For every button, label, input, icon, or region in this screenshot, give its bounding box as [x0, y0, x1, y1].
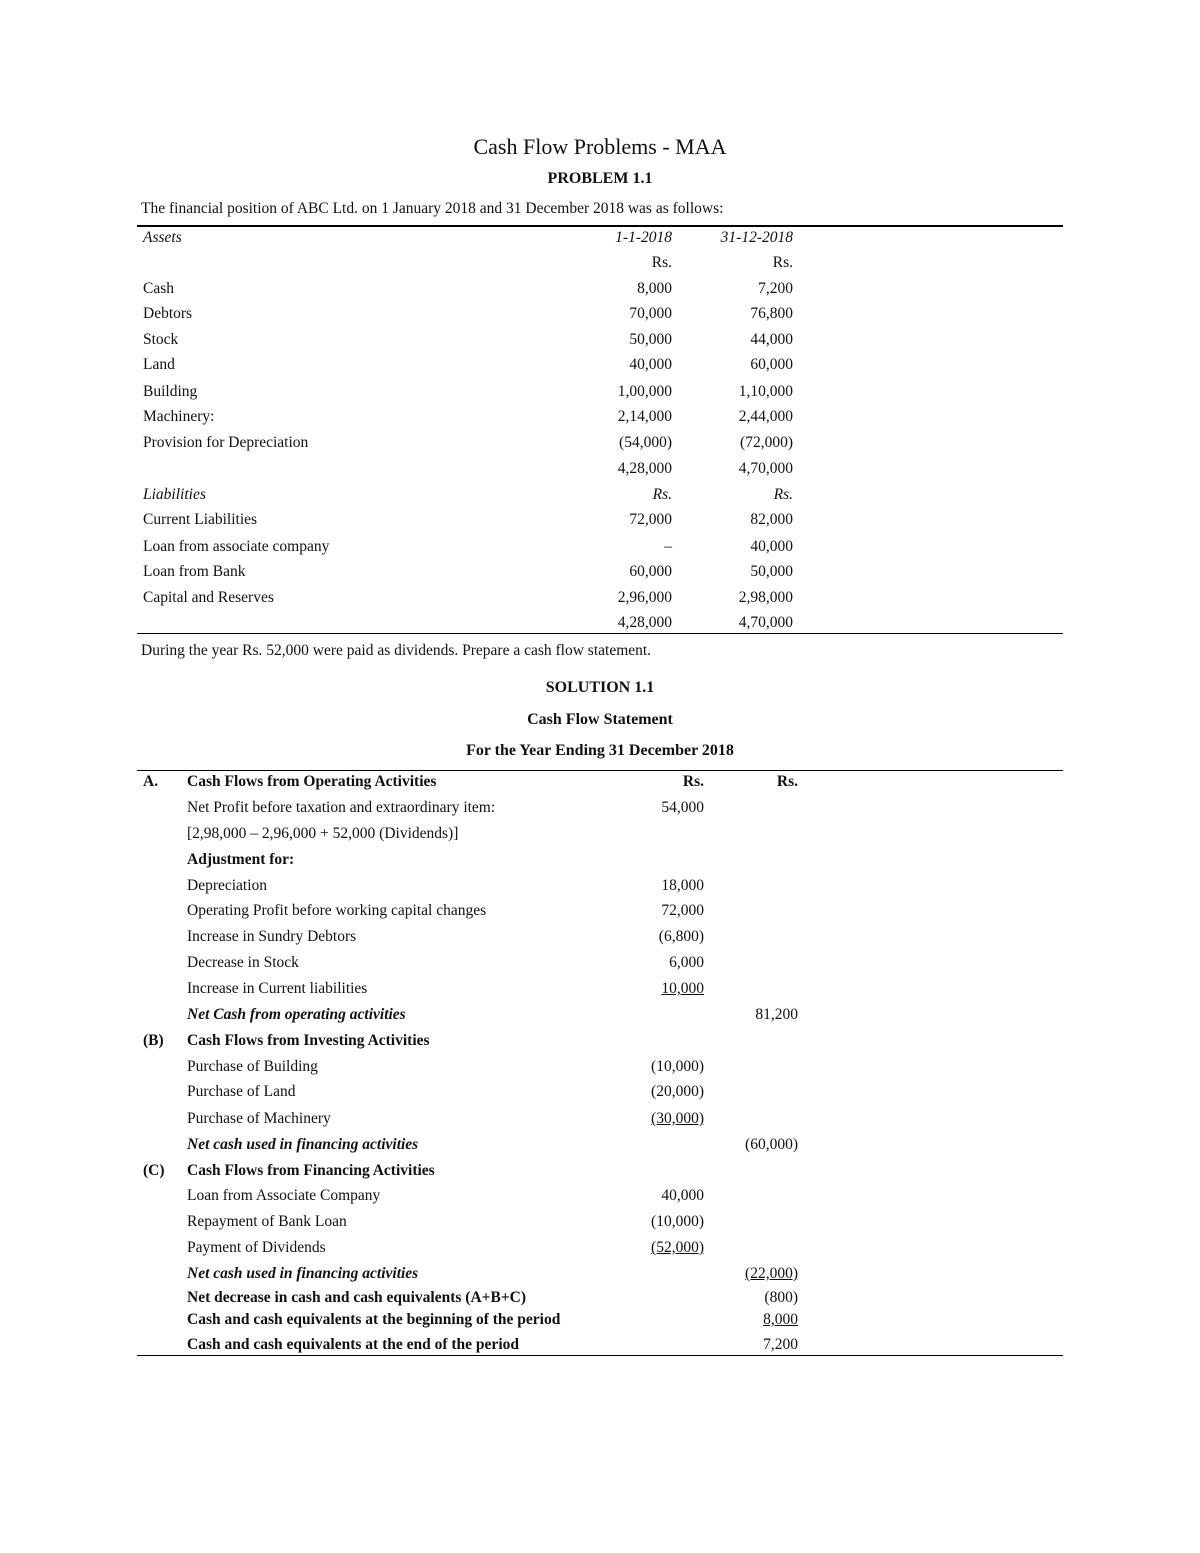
liabilities-header-label: Liabilities	[143, 486, 206, 503]
statement-description: Repayment of Bank Loan	[187, 1213, 347, 1230]
asset-value-2018-jan: 2,14,000	[617, 408, 672, 425]
asset-row	[0, 383, 1200, 409]
assets-total-row	[0, 460, 1200, 486]
statement-amount-col1: 72,000	[661, 902, 704, 919]
liabilities-total-col1: 4,28,000	[617, 614, 672, 631]
solution-heading: SOLUTION 1.1	[545, 679, 655, 696]
statement-row	[0, 825, 1200, 851]
solution-subtitle: Cash Flow Statement	[527, 711, 673, 728]
statement-row	[0, 773, 1200, 799]
problem-intro: The financial position of ABC Ltd. on 1 January 2018 and 31 December 2018 was as follows:	[141, 200, 724, 217]
liabilities-header-col1: Rs.	[652, 486, 672, 503]
statement-row	[0, 1187, 1200, 1213]
liability-value-2018-jan: 60,000	[629, 563, 672, 580]
asset-value-2018-jan: 40,000	[629, 356, 672, 373]
statement-description: Net decrease in cash and cash equivalents (A+B+C)	[187, 1289, 527, 1306]
asset-row	[0, 305, 1200, 331]
statement-amount-col2: (22,000)	[745, 1265, 798, 1282]
statement-amount-col1: 6,000	[669, 954, 704, 971]
currency-col1: Rs.	[651, 254, 672, 271]
statement-description: Purchase of Building	[187, 1058, 318, 1075]
asset-value-2018-dec: 1,10,000	[738, 383, 793, 400]
liabilities-total-col2: 4,70,000	[738, 614, 793, 631]
asset-label: Land	[143, 356, 175, 373]
asset-value-2018-jan: 8,000	[637, 280, 672, 297]
statement-section-label: (C)	[143, 1162, 165, 1179]
statement-description: Loan from Associate Company	[187, 1187, 381, 1204]
liability-label: Current Liabilities	[143, 511, 258, 528]
statement-row	[0, 1336, 1200, 1362]
asset-label: Provision for Depreciation	[143, 434, 309, 451]
statement-description: Net Cash from operating activities	[187, 1006, 406, 1023]
statement-amount-col1: 54,000	[661, 799, 704, 816]
statement-description: Cash Flows from Investing Activities	[187, 1032, 430, 1049]
page-title: Cash Flow Problems - MAA	[473, 134, 727, 159]
assets-header-col2: 31-12-2018	[720, 229, 793, 246]
statement-description: Cash Flows from Financing Activities	[187, 1162, 435, 1179]
statement-amount-col1: (10,000)	[651, 1058, 704, 1075]
statement-amount-col1: 10,000	[661, 980, 704, 997]
asset-value-2018-jan: 70,000	[629, 305, 672, 322]
asset-value-2018-jan: 50,000	[629, 331, 672, 348]
asset-label: Cash	[143, 280, 174, 297]
asset-value-2018-dec: (72,000)	[740, 434, 793, 451]
statement-amount-col2: (60,000)	[745, 1136, 798, 1153]
statement-row	[0, 1136, 1200, 1162]
asset-value-2018-dec: 2,44,000	[738, 408, 793, 425]
statement-row	[0, 1162, 1200, 1188]
liability-value-2018-jan: 72,000	[629, 511, 672, 528]
statement-description: Adjustment for:	[187, 851, 295, 868]
statement-row	[0, 1213, 1200, 1239]
liability-label: Loan from Bank	[143, 563, 246, 580]
asset-row	[0, 331, 1200, 357]
statement-section-label: A.	[143, 773, 159, 790]
statement-description: Purchase of Land	[187, 1083, 296, 1100]
statement-row	[0, 1032, 1200, 1058]
statement-row	[0, 1110, 1200, 1136]
statement-description: Depreciation	[187, 877, 268, 894]
assets-total-col1: 4,28,000	[617, 460, 672, 477]
currency-row	[0, 254, 1200, 280]
statement-row	[0, 799, 1200, 825]
asset-value-2018-jan: 1,00,000	[617, 383, 672, 400]
assets-header-row	[0, 229, 1200, 255]
asset-label: Stock	[143, 331, 179, 348]
asset-value-2018-dec: 44,000	[750, 331, 793, 348]
asset-row	[0, 434, 1200, 460]
statement-row	[0, 954, 1200, 980]
solution-period: For the Year Ending 31 December 2018	[466, 742, 734, 759]
asset-value-2018-dec: 76,800	[750, 305, 793, 322]
statement-description: Payment of Dividends	[187, 1239, 326, 1256]
liability-row	[0, 538, 1200, 564]
statement-amount-col2: 7,200	[763, 1336, 798, 1353]
statement-amount-col1: 40,000	[661, 1187, 704, 1204]
liabilities-header-col2: Rs.	[773, 486, 793, 503]
table-top-rule	[137, 225, 1063, 227]
asset-label: Building	[143, 383, 198, 400]
liability-value-2018-jan: 2,96,000	[617, 589, 672, 606]
asset-label: Machinery:	[143, 408, 215, 425]
statement-amount-col1: Rs.	[682, 773, 704, 790]
statement-description: Net cash used in financing activities	[187, 1265, 419, 1282]
statement-amount-col1: (6,800)	[658, 928, 704, 945]
problem-note: During the year Rs. 52,000 were paid as dividends. Prepare a cash flow statement.	[141, 642, 652, 659]
statement-row	[0, 902, 1200, 928]
liability-row	[0, 511, 1200, 537]
asset-row	[0, 356, 1200, 382]
statement-description: Purchase of Machinery	[187, 1110, 331, 1127]
statement-amount-col2: (800)	[764, 1289, 798, 1306]
problem-heading: PROBLEM 1.1	[547, 170, 653, 187]
statement-amount-col1: (52,000)	[651, 1239, 704, 1256]
statement-amount-col1: 18,000	[661, 877, 704, 894]
statement-description: Increase in Sundry Debtors	[187, 928, 357, 945]
statement-description: Cash and cash equivalents at the end of the period	[187, 1336, 519, 1353]
statement-description: Net cash used in financing activities	[187, 1136, 419, 1153]
statement-description: Cash and cash equivalents at the beginning of the period	[187, 1311, 561, 1328]
statement-bottom-rule	[137, 1355, 1063, 1356]
statement-row	[0, 877, 1200, 903]
statement-row	[0, 928, 1200, 954]
asset-row	[0, 280, 1200, 306]
statement-amount-col1: (10,000)	[651, 1213, 704, 1230]
statement-row	[0, 1311, 1200, 1337]
statement-description: [2,98,000 – 2,96,000 + 52,000 (Dividends)]	[187, 825, 459, 842]
statement-amount-col2: 81,200	[755, 1006, 798, 1023]
asset-value-2018-jan: (54,000)	[619, 434, 672, 451]
assets-total-col2: 4,70,000	[738, 460, 793, 477]
asset-row	[0, 408, 1200, 434]
statement-amount-col1: (30,000)	[651, 1110, 704, 1127]
statement-row	[0, 1239, 1200, 1265]
statement-row	[0, 1265, 1200, 1291]
asset-value-2018-dec: 60,000	[750, 356, 793, 373]
statement-row	[0, 980, 1200, 1006]
liability-value-2018-dec: 2,98,000	[738, 589, 793, 606]
statement-description: Operating Profit before working capital changes	[187, 902, 487, 919]
currency-col2: Rs.	[772, 254, 793, 271]
table-bottom-rule	[137, 633, 1063, 634]
statement-description: Net Profit before taxation and extraordinary item:	[187, 799, 496, 816]
statement-description: Increase in Current liabilities	[187, 980, 368, 997]
statement-amount-col2: Rs.	[776, 773, 798, 790]
statement-description: Decrease in Stock	[187, 954, 299, 971]
statement-row	[0, 1058, 1200, 1084]
statement-row	[0, 1006, 1200, 1032]
liability-value-2018-dec: 82,000	[750, 511, 793, 528]
liability-value-2018-jan: –	[664, 538, 672, 555]
liability-value-2018-dec: 50,000	[750, 563, 793, 580]
asset-label: Debtors	[143, 305, 193, 322]
liability-row	[0, 563, 1200, 589]
statement-amount-col1: (20,000)	[651, 1083, 704, 1100]
statement-top-rule	[137, 770, 1063, 771]
statement-section-label: (B)	[143, 1032, 164, 1049]
liability-label: Loan from associate company	[143, 538, 330, 555]
statement-description: Cash Flows from Operating Activities	[187, 773, 437, 790]
liability-value-2018-dec: 40,000	[750, 538, 793, 555]
assets-header-label: Assets	[143, 229, 182, 246]
statement-amount-col2: 8,000	[763, 1311, 798, 1328]
liability-label: Capital and Reserves	[143, 589, 274, 606]
statement-row	[0, 1083, 1200, 1109]
liabilities-total-row	[0, 614, 1200, 640]
statement-row	[0, 851, 1200, 877]
asset-value-2018-dec: 7,200	[758, 280, 793, 297]
liabilities-header-row	[0, 486, 1200, 512]
assets-header-col1: 1-1-2018	[615, 229, 672, 246]
liability-row	[0, 589, 1200, 615]
